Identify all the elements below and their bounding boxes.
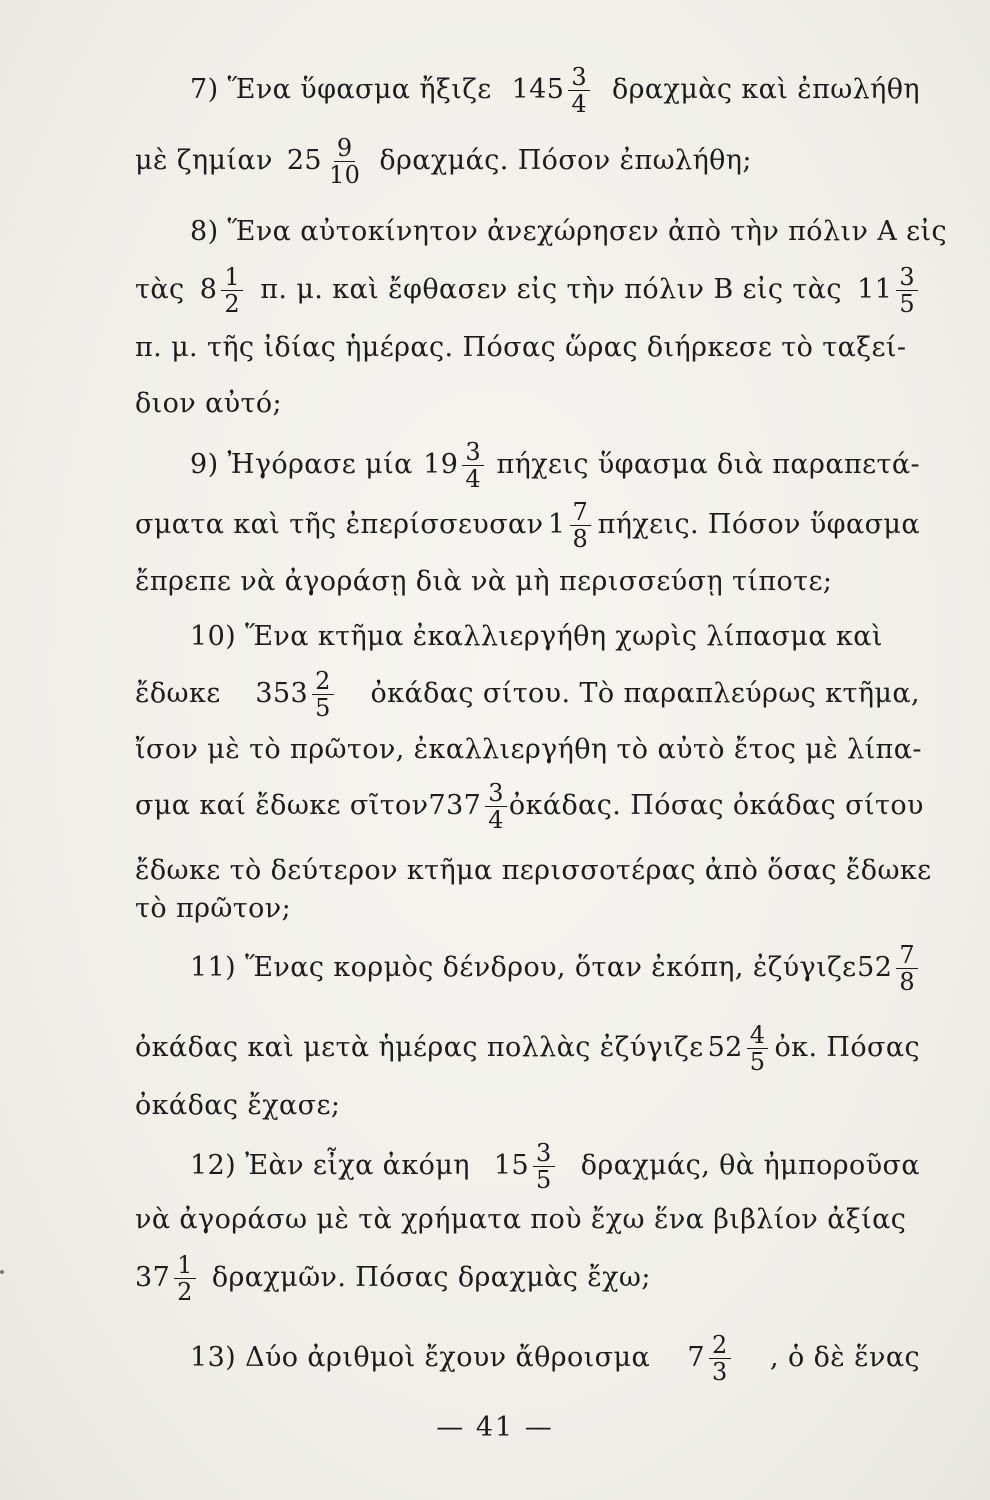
problem-11-line-2 — [135, 1020, 920, 1076]
denominator: 10 — [328, 160, 361, 189]
numerator: 3 — [462, 439, 484, 466]
problem-9-line-2 — [135, 497, 920, 553]
text: π. μ. καὶ ἔφθασεν εἰς τὴν πόλιν Β εἰς τὰς — [260, 274, 842, 305]
mixed-number — [512, 62, 592, 118]
numerator: 4 — [747, 1022, 769, 1049]
problem-9-line-1 — [190, 437, 920, 493]
whole-part: 353 — [255, 678, 309, 709]
fraction — [533, 1140, 555, 1193]
text: τὰς — [135, 274, 185, 305]
whole-part: 52 — [857, 952, 893, 983]
fraction — [174, 1252, 196, 1305]
problem-10-line-4 — [135, 778, 924, 834]
whole-part: 25 — [286, 145, 322, 176]
text: 9) Ἠγόρασε μία — [190, 449, 413, 480]
fraction — [896, 264, 918, 317]
mixed-number — [255, 666, 335, 722]
numerator: 3 — [896, 264, 918, 291]
denominator: 2 — [177, 1277, 193, 1306]
fraction — [462, 439, 484, 492]
whole-part: 145 — [511, 74, 565, 105]
problem-10-line-5: ἔδωκε τὸ δεύτερον κτῆμα περισσοτέρας ἀπὸ ὅσας ἔδωκε — [135, 855, 932, 886]
problem-10-line-6: τὸ πρῶτον; — [135, 893, 292, 924]
problem-10-line-2 — [135, 666, 920, 722]
mixed-number — [687, 1330, 732, 1386]
whole-part: 1 — [547, 509, 566, 540]
denominator: 2 — [224, 289, 240, 318]
problem-12-line-2: νὰ ἀγοράσω μὲ τὰ χρήματα ποὺ ἔχω ἕνα βιβλίον ἀξίας — [135, 1204, 907, 1235]
text: δραχμάς. Πόσον ἐπωλήθη; — [379, 145, 752, 176]
page-number: — 41 — — [436, 1412, 554, 1443]
problem-13-line-1 — [190, 1330, 920, 1386]
text: ὀκάδας σίτου. Τὸ παραπλεύρως κτῆμα, — [370, 678, 920, 709]
text: 13) Δύο ἀριθμοὶ ἔχουν ἄθροισμα — [190, 1342, 651, 1373]
text: , ὁ δὲ ἕνας — [770, 1342, 920, 1373]
text: σμα καί ἔδωκε σῖτον — [135, 790, 429, 821]
whole-part: 7 — [687, 1342, 705, 1373]
text: δραχμῶν. Πόσας δραχμὰς ἔχω; — [211, 1262, 651, 1293]
numerator: 3 — [568, 64, 590, 91]
fraction — [485, 780, 507, 833]
text: ὀκ. Πόσας — [774, 1032, 920, 1063]
fraction — [747, 1022, 769, 1075]
denominator: 4 — [488, 805, 504, 834]
text: μὲ ζημίαν — [135, 145, 273, 176]
problem-7-line-2 — [135, 133, 920, 189]
problem-10-line-1: 10) Ἕνα κτῆμα ἐκαλλιεργήθη χωρὶς λίπασμα καὶ — [190, 621, 883, 652]
problem-11-line-3: ὀκάδας ἔχασε; — [135, 1090, 341, 1121]
denominator: 5 — [899, 289, 915, 318]
text: 7) Ἕνα ὕφασμα ἤξιζε — [190, 74, 492, 105]
numerator: 2 — [312, 668, 334, 695]
problem-12-line-1 — [190, 1138, 920, 1194]
fraction — [570, 499, 592, 552]
numerator: 7 — [896, 942, 918, 969]
mixed-number — [857, 262, 920, 318]
numerator: 3 — [533, 1140, 555, 1167]
text: 12) Ἐὰν εἶχα ἀκόμη — [190, 1150, 470, 1181]
problem-8-line-3: π. μ. τῆς ἰδίας ἡμέρας. Πόσας ὥρας διήρκεσε τὸ ταξεί- — [135, 332, 907, 363]
fraction — [312, 668, 334, 721]
mixed-number — [429, 778, 509, 834]
problem-8-line-4: διον αὐτό; — [135, 388, 283, 419]
whole-part: 737 — [428, 790, 482, 821]
text: ἔδωκε — [135, 678, 221, 709]
problem-12-line-3 — [135, 1250, 920, 1306]
fraction — [326, 135, 363, 188]
problem-8-line-2 — [135, 262, 920, 318]
whole-part: 19 — [423, 449, 459, 480]
text: δραχμὰς καὶ ἐπωλήθη — [611, 74, 920, 105]
text: 11) Ἕνας κορμὸς δένδρου, ὅταν ἐκόπη, ἐζύγιζε — [190, 952, 857, 983]
mixed-number — [135, 1250, 198, 1306]
numerator: 1 — [221, 264, 243, 291]
text: δραχμάς, θὰ ἠμποροῦσα — [580, 1150, 920, 1181]
denominator: 4 — [571, 89, 588, 118]
denominator: 8 — [899, 967, 915, 996]
mixed-number — [287, 133, 366, 189]
numerator: 9 — [334, 135, 356, 162]
numerator: 1 — [174, 1252, 196, 1279]
mixed-number — [708, 1020, 771, 1076]
problem-10-line-3: ἴσον μὲ τὸ πρῶτον, ἐκαλλιεργήθη τὸ αὐτὸ ἔτος μὲ λίπα- — [135, 734, 922, 765]
whole-part: 37 — [135, 1262, 171, 1293]
whole-part: 8 — [199, 274, 218, 305]
mixed-number — [548, 497, 593, 553]
numerator: 3 — [485, 780, 507, 807]
numerator: 2 — [709, 1332, 731, 1359]
denominator: 4 — [465, 464, 482, 493]
problem-9-line-3: ἔπρεπε νὰ ἀγοράσῃ διὰ νὰ μὴ περισσεύσῃ τίποτε; — [135, 566, 833, 597]
fraction — [896, 942, 918, 995]
fraction — [221, 264, 243, 317]
mixed-number — [200, 262, 245, 318]
print-speck — [0, 1270, 4, 1274]
whole-part: 15 — [493, 1150, 530, 1181]
fraction — [709, 1332, 731, 1385]
numerator: 7 — [570, 499, 592, 526]
text: ὀκάδας καὶ μετὰ ἡμέρας πολλὰς ἐζύγιζε — [135, 1032, 704, 1063]
problem-7-line-1 — [190, 62, 920, 118]
whole-part: 11 — [857, 274, 893, 305]
denominator: 8 — [572, 524, 589, 553]
denominator: 5 — [315, 693, 331, 722]
text: ὀκάδας. Πόσας ὀκάδας σίτου — [508, 790, 924, 821]
text: πήχεις. Πόσον ὕφασμα — [597, 509, 920, 540]
mixed-number — [857, 940, 920, 996]
problem-8-line-1: 8) Ἕνα αὐτοκίνητον ἀνεχώρησεν ἀπὸ τὴν πόλιν Α εἰς — [190, 216, 948, 247]
denominator: 5 — [536, 1165, 552, 1194]
whole-part: 52 — [707, 1032, 743, 1063]
text: σματα καὶ τῆς ἐπερίσσευσαν — [135, 509, 544, 540]
fraction — [568, 64, 590, 117]
mixed-number — [423, 437, 486, 493]
text: πήχεις ὕφασμα διὰ παραπετά- — [496, 449, 920, 480]
denominator: 5 — [749, 1047, 766, 1076]
denominator: 3 — [712, 1357, 728, 1386]
problem-11-line-1 — [190, 940, 920, 996]
mixed-number — [494, 1138, 557, 1194]
